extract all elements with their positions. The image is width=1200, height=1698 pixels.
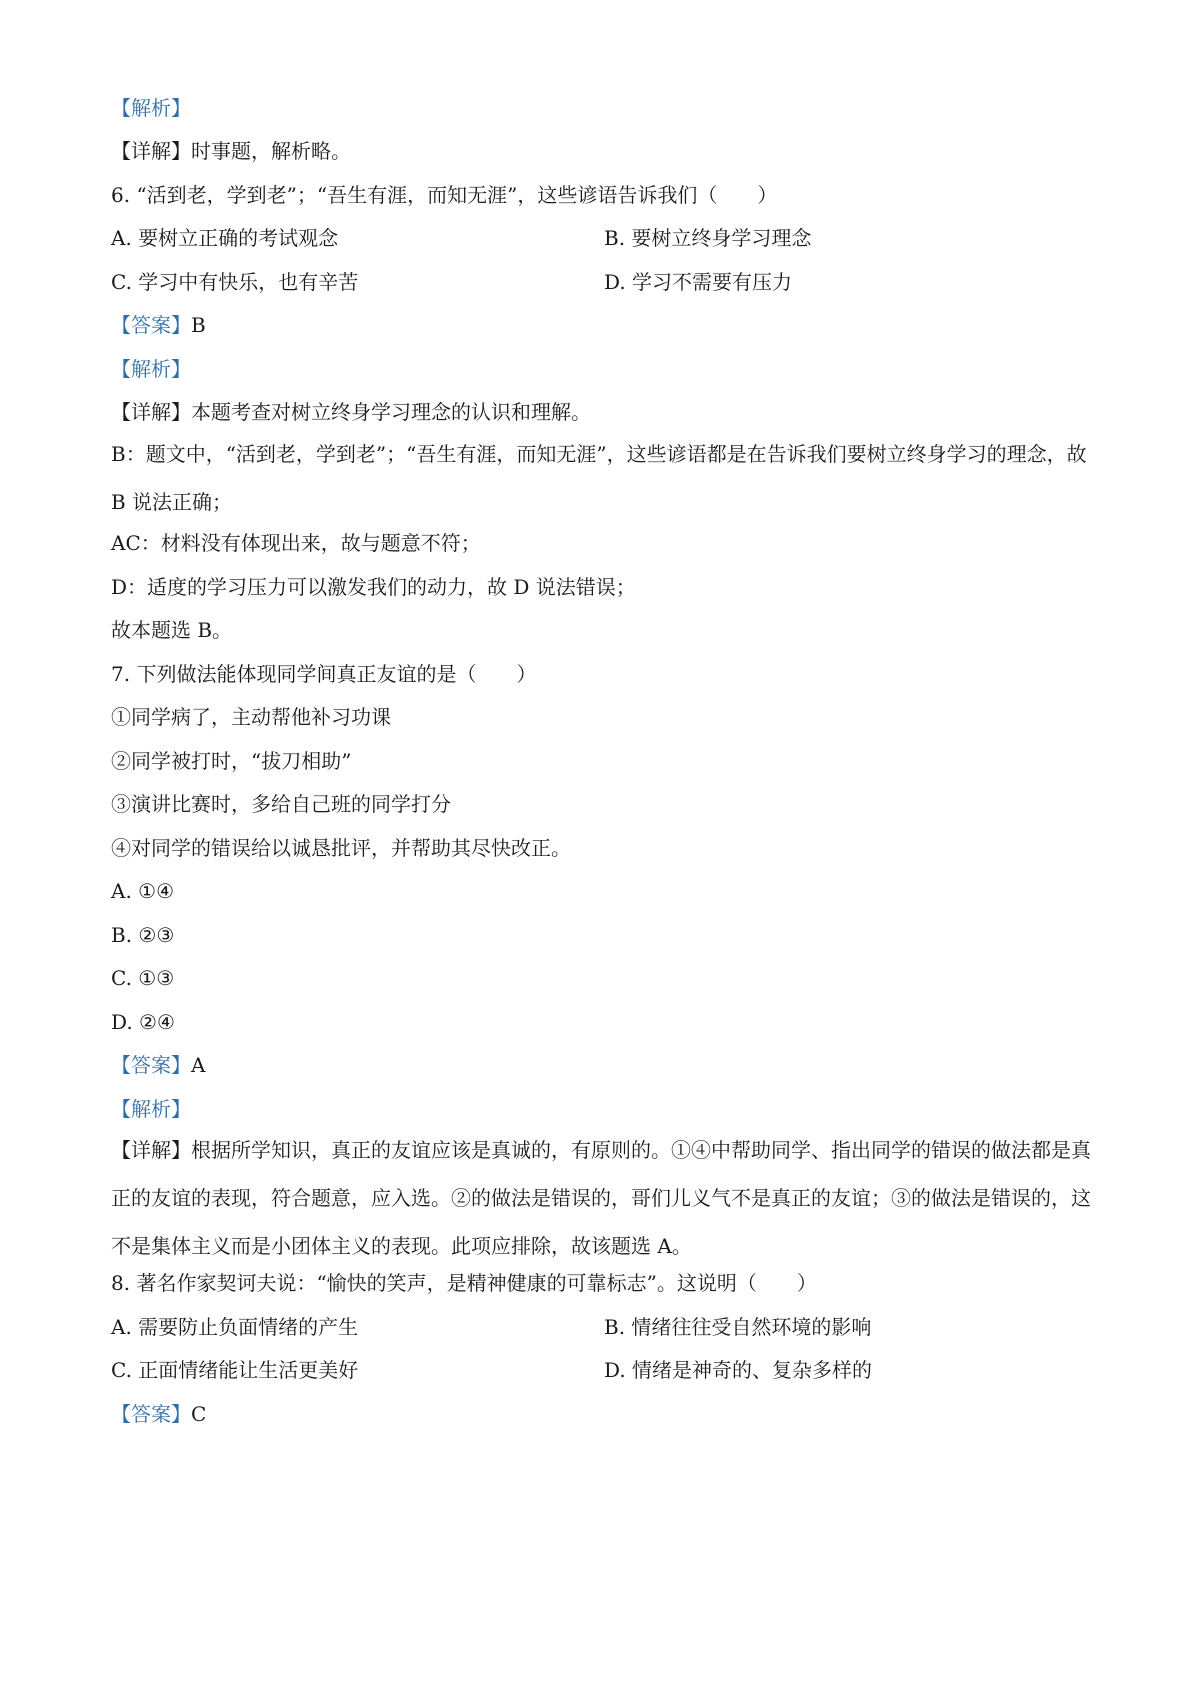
q7-detail-text: 根据所学知识，真正的友谊应该是真诚的，有原则的。①④中帮助同学、指出同学的错误的做法都是真正的友谊的表现，符合题意，应入选。②的做法是错误的，哥们儿义气不是真正的友谊；③的做法是错误的，这不是集体主义而是小团体主义的表现。此项应排除，故该题选 A。 bbox=[111, 1138, 1091, 1258]
q6-analysis-label: 【解析】 bbox=[111, 357, 191, 381]
q7-detail-label: 【详解】 bbox=[111, 1138, 191, 1162]
q6-detail-label: 【详解】 bbox=[111, 400, 191, 424]
q6-answer bbox=[111, 311, 206, 339]
q8-stem: 8. 著名作家契诃夫说：“愉快的笑声，是精神健康的可靠标志”。这说明（ ） bbox=[111, 1271, 817, 1295]
q5-detail-label: 【详解】 bbox=[111, 139, 191, 163]
q8-answer bbox=[111, 1400, 206, 1428]
q6-explain-ac: AC：材料没有体现出来，故与题意不符； bbox=[111, 531, 481, 555]
q8-answer-label: 【答案】 bbox=[111, 1402, 191, 1426]
q6-option-b: B. 要树立终身学习理念 bbox=[604, 226, 812, 250]
q6-option-a: A. 要树立正确的考试观念 bbox=[111, 226, 339, 250]
q7-item-1: ①同学病了，主动帮他补习功课 bbox=[111, 705, 391, 729]
q7-detail bbox=[111, 1126, 1091, 1270]
q8-option-a: A. 需要防止负面情绪的产生 bbox=[111, 1315, 359, 1339]
q6-explain-d: D：适度的学习压力可以激发我们的动力，故 D 说法错误； bbox=[111, 575, 636, 599]
q7-answer bbox=[111, 1051, 205, 1079]
q6-detail bbox=[111, 398, 591, 426]
q6-option-d: D. 学习不需要有压力 bbox=[604, 270, 793, 294]
q7-item-3: ③演讲比赛时，多给自己班的同学打分 bbox=[111, 792, 451, 816]
q7-answer-value: A bbox=[191, 1053, 206, 1077]
q7-option-d: D. ②④ bbox=[111, 1010, 175, 1034]
q7-answer-label: 【答案】 bbox=[111, 1053, 191, 1077]
q5-detail bbox=[111, 137, 351, 165]
q7-option-c: C. ①③ bbox=[111, 966, 175, 990]
q8-option-c: C. 正面情绪能让生活更美好 bbox=[111, 1358, 359, 1382]
q7-stem: 7. 下列做法能体现同学间真正友谊的是（ ） bbox=[111, 662, 537, 686]
q5-detail-text: 时事题，解析略。 bbox=[191, 139, 351, 163]
q6-explain-b: B：题文中，“活到老，学到老”；“吾生有涯，而知无涯”，这些谚语都是在告诉我们要树立终身学习的理念，故 B 说法正确； bbox=[111, 442, 1087, 514]
q7-item-2: ②同学被打时，“拔刀相助” bbox=[111, 749, 352, 773]
q6-answer-value: B bbox=[191, 313, 206, 337]
q8-option-d: D. 情绪是神奇的、复杂多样的 bbox=[604, 1358, 873, 1382]
q6-answer-label: 【答案】 bbox=[111, 313, 191, 337]
q8-option-b: B. 情绪往往受自然环境的影响 bbox=[604, 1315, 872, 1339]
q7-item-4: ④对同学的错误给以诚恳批评，并帮助其尽快改正。 bbox=[111, 836, 571, 860]
q5-analysis-label: 【解析】 bbox=[111, 96, 191, 120]
q6-option-c: C. 学习中有快乐，也有辛苦 bbox=[111, 270, 359, 294]
q8-answer-value: C bbox=[191, 1402, 207, 1426]
q6-stem: 6. “活到老，学到老”；“吾生有涯，而知无涯”，这些谚语告诉我们（ ） bbox=[111, 183, 778, 207]
q6-conclusion: 故本题选 B。 bbox=[111, 618, 233, 642]
q6-detail-text: 本题考查对树立终身学习理念的认识和理解。 bbox=[191, 400, 591, 424]
q7-option-a: A. ①④ bbox=[111, 879, 175, 903]
q7-option-b: B. ②③ bbox=[111, 923, 175, 947]
q7-analysis-label: 【解析】 bbox=[111, 1097, 191, 1121]
